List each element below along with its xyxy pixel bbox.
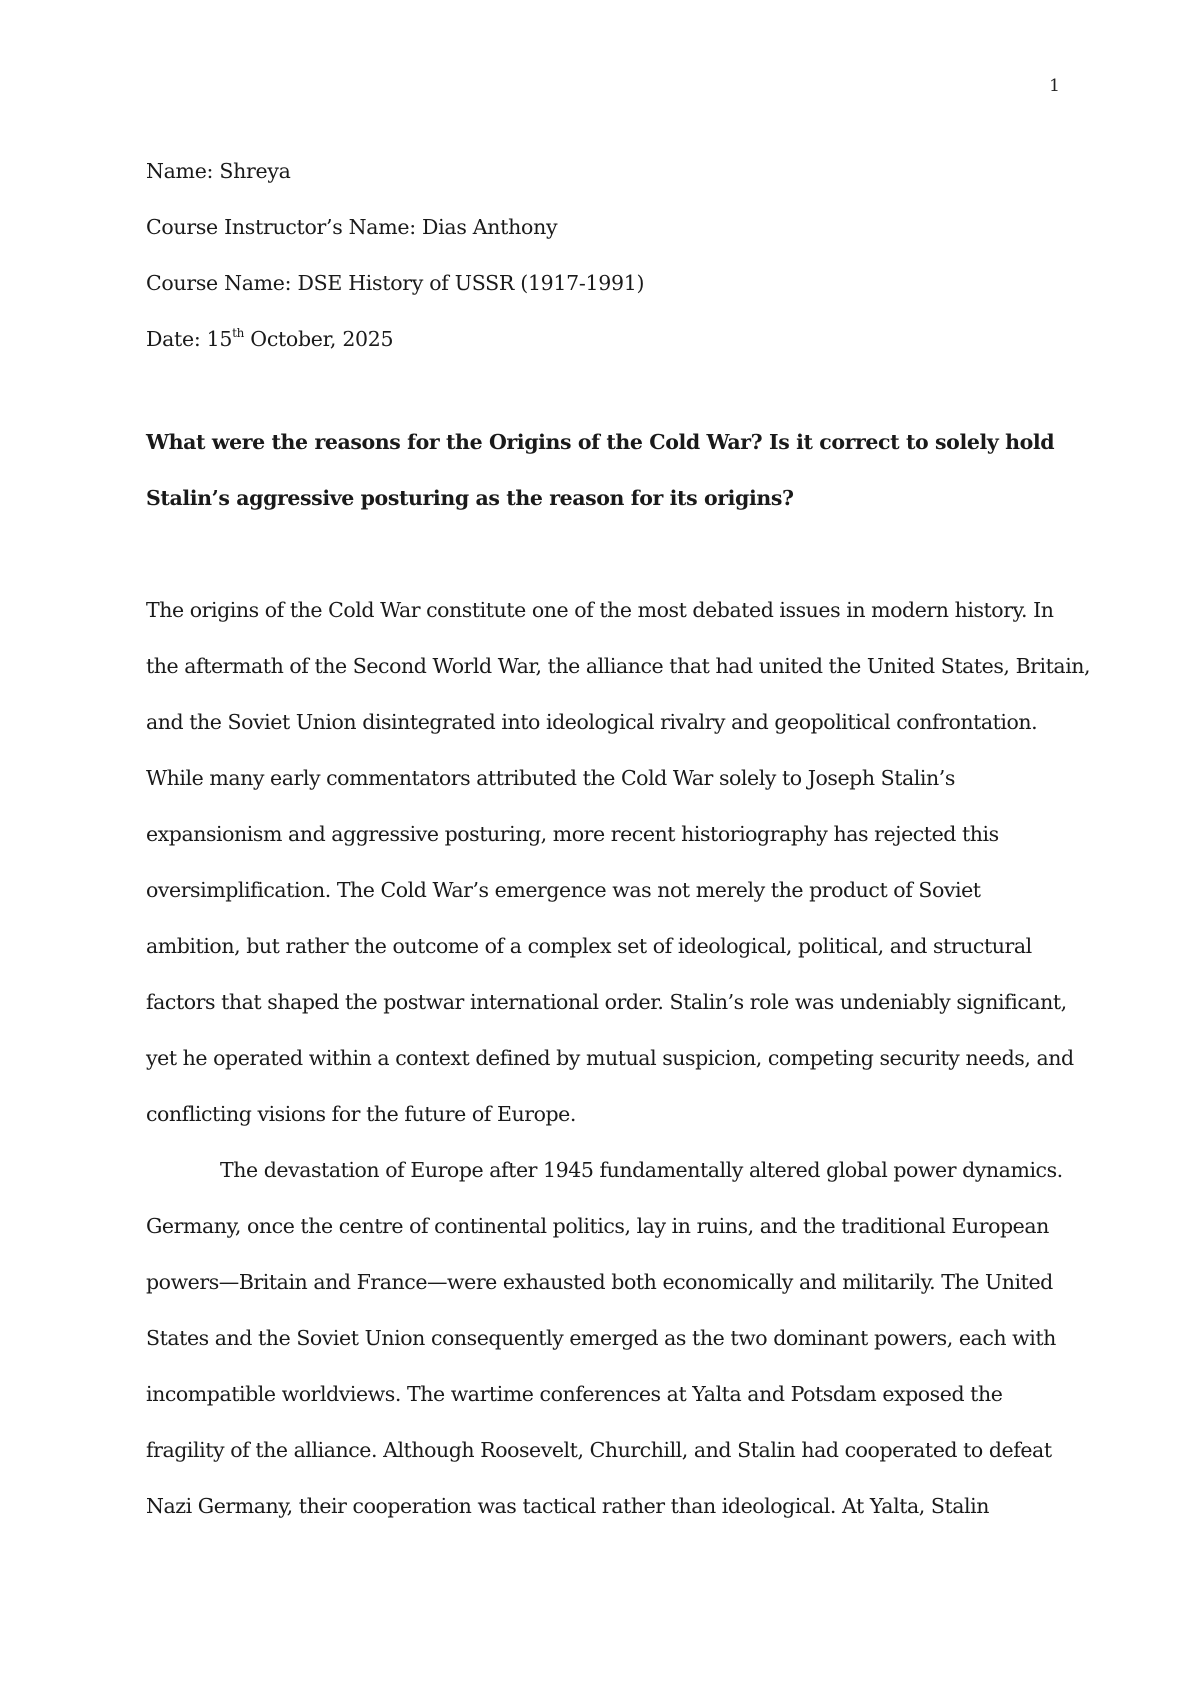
date-prefix: Date: 15 [146, 327, 233, 351]
essay-title-line: What were the reasons for the Origins of the Cold War? Is it correct to solely hold [146, 430, 1055, 454]
instructor-name: Course Instructor’s Name: Dias Anthony [146, 215, 558, 239]
body-line: fragility of the alliance. Although Roosevelt, Churchill, and Stalin had cooperated to defeat [146, 1438, 1052, 1462]
essay-title [146, 414, 1066, 526]
body-line: oversimplification. The Cold War’s emergence was not merely the product of Soviet [146, 878, 981, 902]
body-line: yet he operated within a context defined by mutual suspicion, competing security needs, and [146, 1046, 1074, 1070]
body-line: factors that shaped the postwar international order. Stalin’s role was undeniably significant, [146, 990, 1067, 1014]
date-suffix: October, 2025 [244, 327, 394, 351]
body-line: While many early commentators attributed the Cold War solely to Joseph Stalin’s [146, 766, 955, 790]
body-line: The devastation of Europe after 1945 fundamentally altered global power dynamics. [220, 1158, 1063, 1182]
paragraph-1 [146, 582, 1091, 1142]
body-line: Nazi Germany, their cooperation was tactical rather than ideological. At Yalta, Stalin [146, 1494, 990, 1518]
essay-body [146, 582, 1091, 1534]
body-line: Germany, once the centre of continental politics, lay in ruins, and the traditional European [146, 1214, 1049, 1238]
paragraph-2 [146, 1142, 1086, 1534]
course-name: Course Name: DSE History of USSR (1917-1991) [146, 271, 645, 295]
body-line: The origins of the Cold War constitute one of the most debated issues in modern history. In [146, 598, 1054, 622]
student-name: Name: Shreya [146, 159, 291, 183]
essay-title-line: Stalin’s aggressive posturing as the reason for its origins? [146, 486, 794, 510]
body-line: powers—Britain and France—were exhausted both economically and militarily. The United [146, 1270, 1053, 1294]
body-line: expansionism and aggressive posturing, more recent historiography has rejected this [146, 822, 999, 846]
page-number: 1 [1049, 76, 1060, 96]
body-line: the aftermath of the Second World War, the alliance that had united the United States, Britain, [146, 654, 1091, 678]
body-line: States and the Soviet Union consequently emerged as the two dominant powers, each with [146, 1326, 1056, 1350]
header-block [146, 143, 1066, 367]
body-line: incompatible worldviews. The wartime conferences at Yalta and Potsdam exposed the [146, 1382, 1003, 1406]
date-superscript: th [232, 326, 245, 340]
body-line: and the Soviet Union disintegrated into ideological rivalry and geopolitical confrontation. [146, 710, 1038, 734]
body-line: ambition, but rather the outcome of a complex set of ideological, political, and structural [146, 934, 1032, 958]
body-line: conflicting visions for the future of Europe. [146, 1102, 576, 1126]
date-line [146, 311, 1066, 367]
